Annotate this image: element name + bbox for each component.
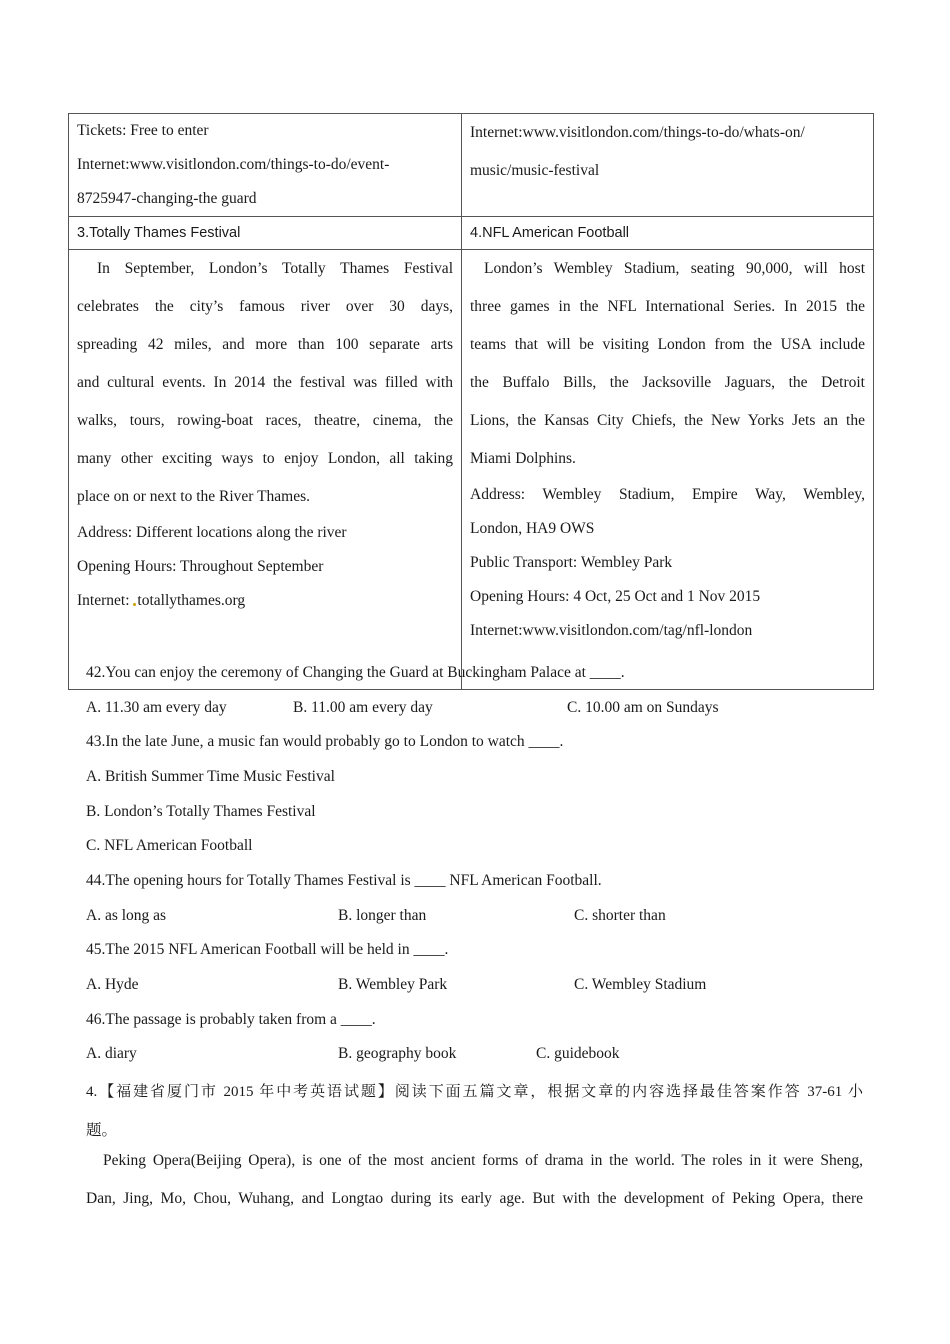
music-festival-details-cell bbox=[462, 114, 874, 217]
question-46-option-c: C. guidebook bbox=[536, 1045, 620, 1062]
question-45-option-b: B. Wembley Park bbox=[338, 976, 448, 993]
nfl-body-line: London’s Wembley Stadium, seating 90,000, will host bbox=[484, 260, 865, 277]
changing-guard-details-cell bbox=[69, 114, 462, 217]
thames-body-line: and cultural events. In 2014 the festival was filled with bbox=[77, 374, 453, 391]
question-46-stem: 46.The passage is probably taken from a ____. bbox=[86, 1011, 376, 1028]
internet-value: totallythames.org bbox=[137, 592, 246, 609]
thames-heading: 3.Totally Thames Festival bbox=[77, 225, 241, 241]
thames-body-line: walks, tours, rowing-boat races, theatre, cinema, the bbox=[77, 412, 453, 429]
table-row bbox=[69, 217, 874, 250]
events-table bbox=[68, 113, 874, 690]
question-45-stem: 45.The 2015 NFL American Football will be held in ____. bbox=[86, 941, 449, 958]
section-4-heading-cont: 题。 bbox=[86, 1122, 118, 1139]
nfl-header-cell bbox=[462, 217, 874, 250]
question-44-option-b: B. longer than bbox=[338, 907, 427, 924]
nfl-address-line1: Address: Wembley Stadium, Empire Way, Wembley, bbox=[470, 486, 865, 503]
thames-header-cell bbox=[69, 217, 462, 250]
passage-paragraph-line2: Dan, Jing, Mo, Chou, Wuhang, and Longtao during its early age. But with the development of Peking Opera, there bbox=[86, 1190, 863, 1207]
passage-paragraph-line1: Peking Opera(Beijing Opera), is one of the most ancient forms of drama in the world. The roles in it were Sheng, bbox=[103, 1152, 863, 1169]
internet-link-line2: music/music-festival bbox=[470, 162, 600, 179]
marker-dot-icon bbox=[133, 603, 136, 606]
question-43-option-a: A. British Summer Time Music Festival bbox=[86, 768, 335, 785]
nfl-body-line: three games in the NFL International Series. In 2015 the bbox=[470, 298, 865, 315]
question-44-option-a: A. as long as bbox=[86, 907, 167, 924]
question-44-stem: 44.The opening hours for Totally Thames Festival is ____ NFL American Football. bbox=[86, 872, 602, 889]
thames-address: Address: Different locations along the river bbox=[77, 524, 347, 541]
nfl-public-transport: Public Transport: Wembley Park bbox=[470, 554, 673, 571]
nfl-body-line: teams that will be visiting London from the USA include bbox=[470, 336, 865, 353]
question-45-option-c: C. Wembley Stadium bbox=[574, 976, 707, 993]
question-42-stem: 42.You can enjoy the ceremony of Changing the Guard at Buckingham Palace at ____. bbox=[86, 664, 625, 681]
thames-opening-hours: Opening Hours: Throughout September bbox=[77, 558, 324, 575]
internet-label: Internet: bbox=[77, 592, 134, 609]
internet-link-line1: Internet:www.visitlondon.com/things-to-do/whats-on/ bbox=[470, 124, 805, 141]
thames-internet bbox=[77, 584, 453, 618]
question-43-stem: 43.In the late June, a music fan would probably go to London to watch ____. bbox=[86, 733, 564, 750]
question-46-option-a: A. diary bbox=[86, 1045, 137, 1062]
tickets-text: Tickets: Free to enter bbox=[77, 122, 209, 139]
nfl-body-line: the Buffalo Bills, the Jacksoville Jaguars, the Detroit bbox=[470, 374, 865, 391]
thames-body-line: In September, London’s Totally Thames Festival bbox=[97, 260, 453, 277]
thames-body-line: many other exciting ways to enjoy London, all taking bbox=[77, 450, 453, 467]
thames-body-line: place on or next to the River Thames. bbox=[77, 488, 311, 505]
question-42-option-a: A. 11.30 am every day bbox=[86, 699, 227, 716]
thames-body-line: spreading 42 miles, and more than 100 separate arts bbox=[77, 336, 453, 353]
question-46-option-b: B. geography book bbox=[338, 1045, 457, 1062]
thames-body-cell bbox=[69, 250, 462, 690]
nfl-body-line: Miami Dolphins. bbox=[470, 450, 576, 467]
nfl-heading: 4.NFL American Football bbox=[470, 225, 630, 241]
nfl-opening-hours: Opening Hours: 4 Oct, 25 Oct and 1 Nov 2015 bbox=[470, 588, 761, 605]
table-row bbox=[69, 114, 874, 217]
internet-link-line2: 8725947-changing-the guard bbox=[77, 190, 257, 207]
internet-link-line1: Internet:www.visitlondon.com/things-to-do/event- bbox=[77, 156, 390, 173]
section-4-heading: 4.【福建省厦门市 2015 年中考英语试题】阅读下面五篇文章，根据文章的内容选择最佳答案作答 37-61 小 bbox=[86, 1084, 863, 1100]
nfl-address-line2: London, HA9 OWS bbox=[470, 520, 595, 537]
nfl-body-cell bbox=[462, 250, 874, 690]
nfl-internet: Internet:www.visitlondon.com/tag/nfl-london bbox=[470, 622, 753, 639]
question-44-option-c: C. shorter than bbox=[574, 907, 666, 924]
nfl-body-line: Lions, the Kansas City Chiefs, the New Yorks Jets an the bbox=[470, 412, 865, 429]
question-42-option-b: B. 11.00 am every day bbox=[293, 699, 433, 716]
thames-body-line: celebrates the city’s famous river over 30 days, bbox=[77, 298, 453, 315]
question-43-option-c: C. NFL American Football bbox=[86, 837, 253, 854]
question-42-option-c: C. 10.00 am on Sundays bbox=[567, 699, 719, 716]
question-43-option-b: B. London’s Totally Thames Festival bbox=[86, 803, 316, 820]
table-row bbox=[69, 250, 874, 690]
question-45-option-a: A. Hyde bbox=[86, 976, 139, 993]
